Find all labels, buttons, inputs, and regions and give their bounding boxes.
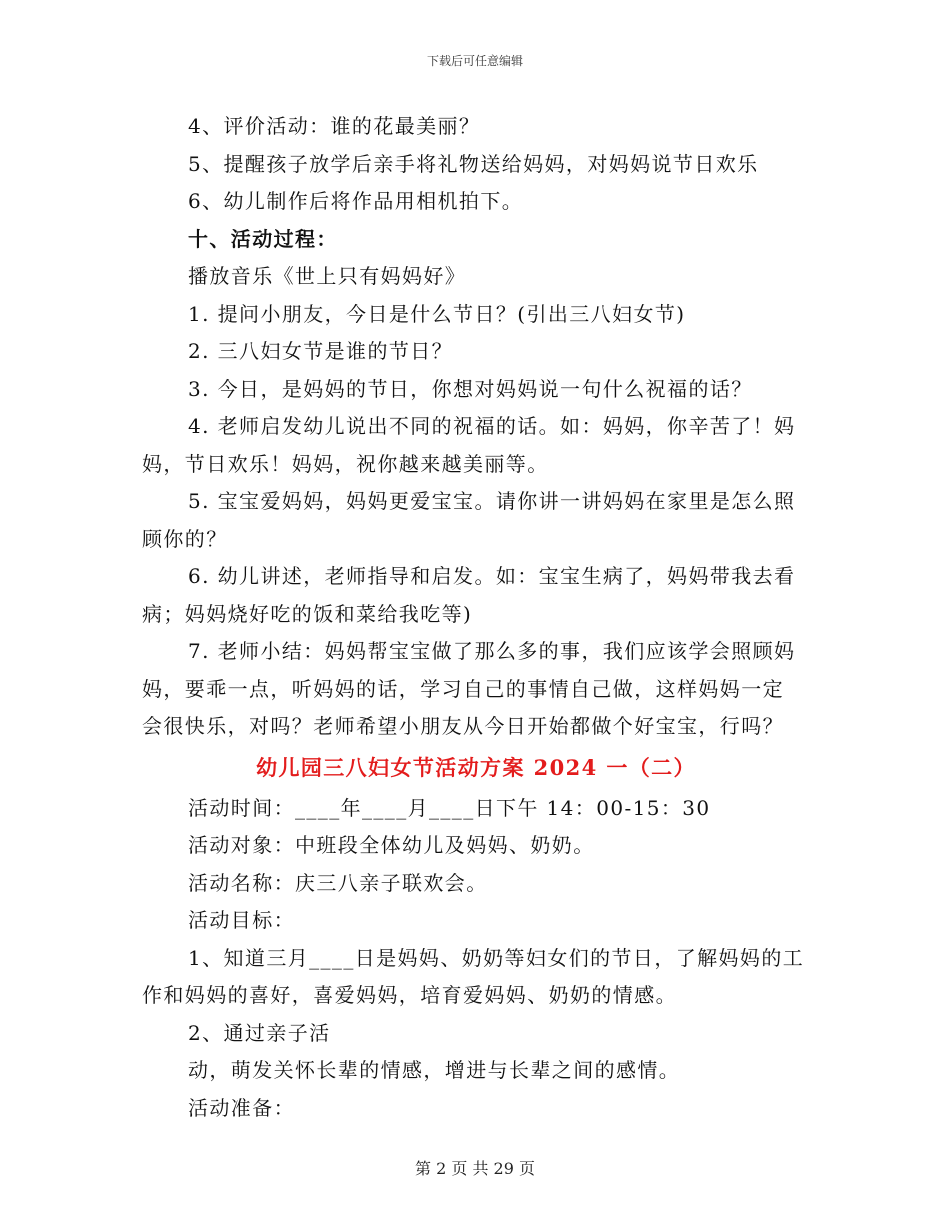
list-item: 4、评价活动：谁的花最美丽？ <box>188 114 481 138</box>
prep-label: 活动准备： <box>188 1095 295 1120</box>
step-item: 2. 三八妇女节是谁的节日？ <box>188 339 454 363</box>
activity-time: 活动时间：____年____月____日下午 14：00-15：30 <box>188 795 711 820</box>
page-footer: 第 2 页 共 29 页 <box>415 1159 535 1178</box>
step-item-continuation: 妈，节日欢乐！妈妈，祝你越来越美丽等。 <box>142 451 549 476</box>
step-item: 6. 幼儿讲述，老师指导和启发。如：宝宝生病了，妈妈带我去看 <box>188 564 796 588</box>
goal-item: 2、通过亲子活 <box>188 1020 331 1045</box>
step-item: 1. 提问小朋友，今日是什么节日？(引出三八妇女节) <box>188 301 686 326</box>
step-item: 7. 老师小结：妈妈帮宝宝做了那么多的事，我们应该学会照顾妈 <box>188 639 796 663</box>
step-item: 5. 宝宝爱妈妈，妈妈更爱宝宝。请你讲一讲妈妈在家里是怎么照 <box>188 489 796 513</box>
section-title: 幼儿园三八妇女节活动方案 2024 一（二） <box>256 754 696 780</box>
step-item-continuation: 顾你的？ <box>142 526 228 551</box>
activity-target: 活动对象：中班段全体幼儿及妈妈、奶奶。 <box>188 833 595 857</box>
step-item-continuation: 病；妈妈烧好吃的饭和菜给我吃等) <box>142 601 473 626</box>
paragraph: 播放音乐《世上只有妈妈好》 <box>188 264 467 288</box>
step-item-continuation: 妈，要乖一点，听妈妈的话，学习自己的事情自己做，这样妈妈一定 <box>142 676 784 701</box>
section-heading: 十、活动过程： <box>188 226 338 251</box>
activity-name: 活动名称：庆三八亲子联欢会。 <box>188 870 488 895</box>
document-body <box>142 108 810 1127</box>
step-item: 4. 老师启发幼儿说出不同的祝福的话。如：妈妈，你辛苦了！妈 <box>188 414 796 438</box>
list-item: 5、提醒孩子放学后亲手将礼物送给妈妈，对妈妈说节日欢乐 <box>188 151 759 176</box>
step-item: 3. 今日，是妈妈的节日，你想对妈妈说一句什么祝福的话？ <box>188 376 753 401</box>
list-item: 6、幼儿制作后将作品用相机拍下。 <box>188 189 524 213</box>
goal-item: 1、知道三月____日是妈妈、奶奶等妇女们的节日，了解妈妈的工 <box>188 945 805 970</box>
goal-item-continuation: 动，萌发关怀长辈的情感，增进与长辈之间的感情。 <box>188 1058 681 1082</box>
step-item-continuation: 会很快乐，对吗？老师希望小朋友从今日开始都做个好宝宝，行吗？ <box>142 714 784 738</box>
page-header: 下载后可任意编辑 <box>426 54 523 68</box>
goal-item-continuation: 作和妈妈的喜好，喜爱妈妈，培育爱妈妈、奶奶的情感。 <box>142 983 677 1007</box>
goal-label: 活动目标： <box>188 908 295 932</box>
